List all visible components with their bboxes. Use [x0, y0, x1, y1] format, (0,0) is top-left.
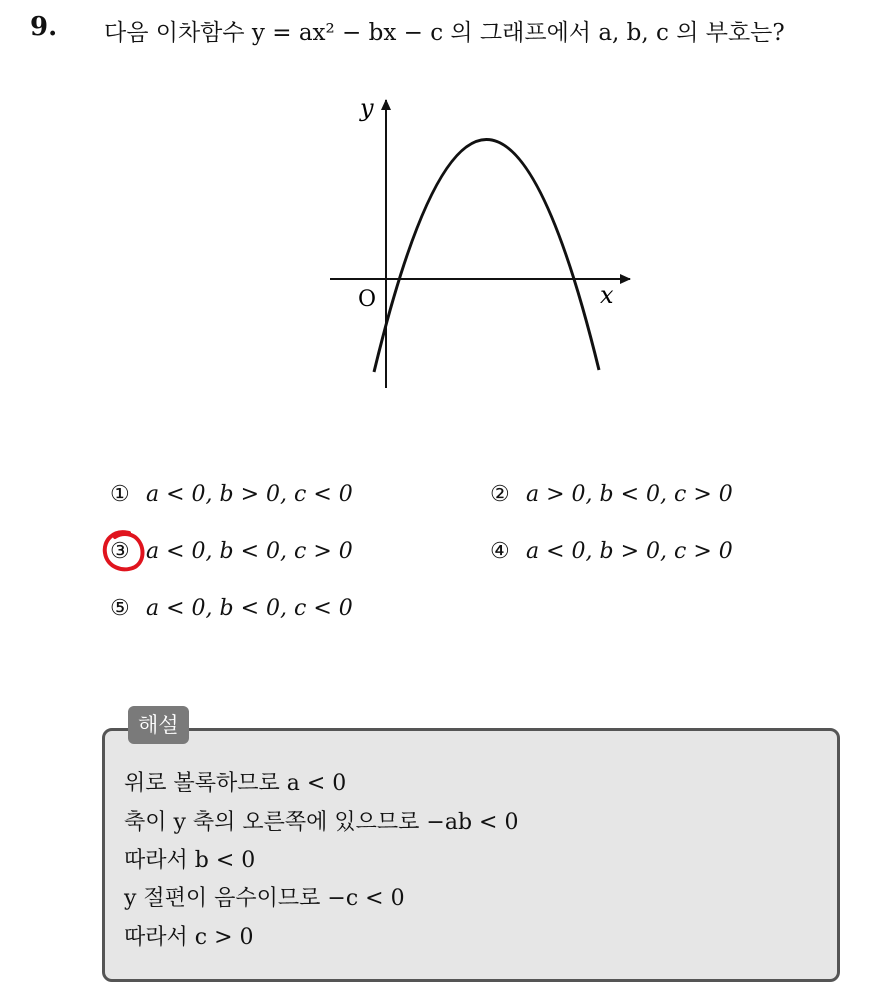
choice-number: ① — [110, 482, 130, 507]
choice-text: a < 0, b > 0, c > 0 — [526, 539, 733, 564]
solution-line: 따라서 b < 0 — [124, 848, 256, 873]
choice-number: ⑤ — [110, 596, 130, 621]
choice-number: ② — [490, 482, 510, 507]
parabola-curve — [374, 139, 599, 372]
choice-text: a < 0, b < 0, c < 0 — [146, 596, 353, 621]
solution-line: 따라서 c > 0 — [124, 925, 254, 950]
y-axis-label: y — [360, 94, 374, 122]
choice-number: ③ — [110, 539, 130, 564]
choice-text: a < 0, b > 0, c < 0 — [146, 482, 353, 507]
choice-5[interactable] — [110, 596, 353, 621]
solution-tag: 해설 — [128, 706, 189, 744]
solution-line: 위로 볼록하므로 a < 0 — [124, 771, 347, 796]
parabola-graph — [320, 88, 640, 398]
choice-2[interactable] — [490, 482, 733, 507]
question-number: 9. — [30, 12, 58, 42]
choice-text: a > 0, b < 0, c > 0 — [526, 482, 733, 507]
x-axis-label: x — [600, 281, 614, 309]
origin-label: O — [358, 287, 377, 312]
question-text: 다음 이차함수 y = ax² − bx − c 의 그래프에서 a, b, c 의 부호는? — [104, 20, 785, 46]
choice-1[interactable] — [110, 482, 353, 507]
solution-line: y 절편이 음수이므로 −c < 0 — [124, 886, 405, 911]
choice-number: ④ — [490, 539, 510, 564]
choice-4[interactable] — [490, 539, 733, 564]
choice-text: a < 0, b < 0, c > 0 — [146, 539, 353, 564]
solution-line: 축이 y 축의 오른쪽에 있으므로 −ab < 0 — [124, 810, 519, 835]
answer-mark-circle — [99, 527, 151, 577]
